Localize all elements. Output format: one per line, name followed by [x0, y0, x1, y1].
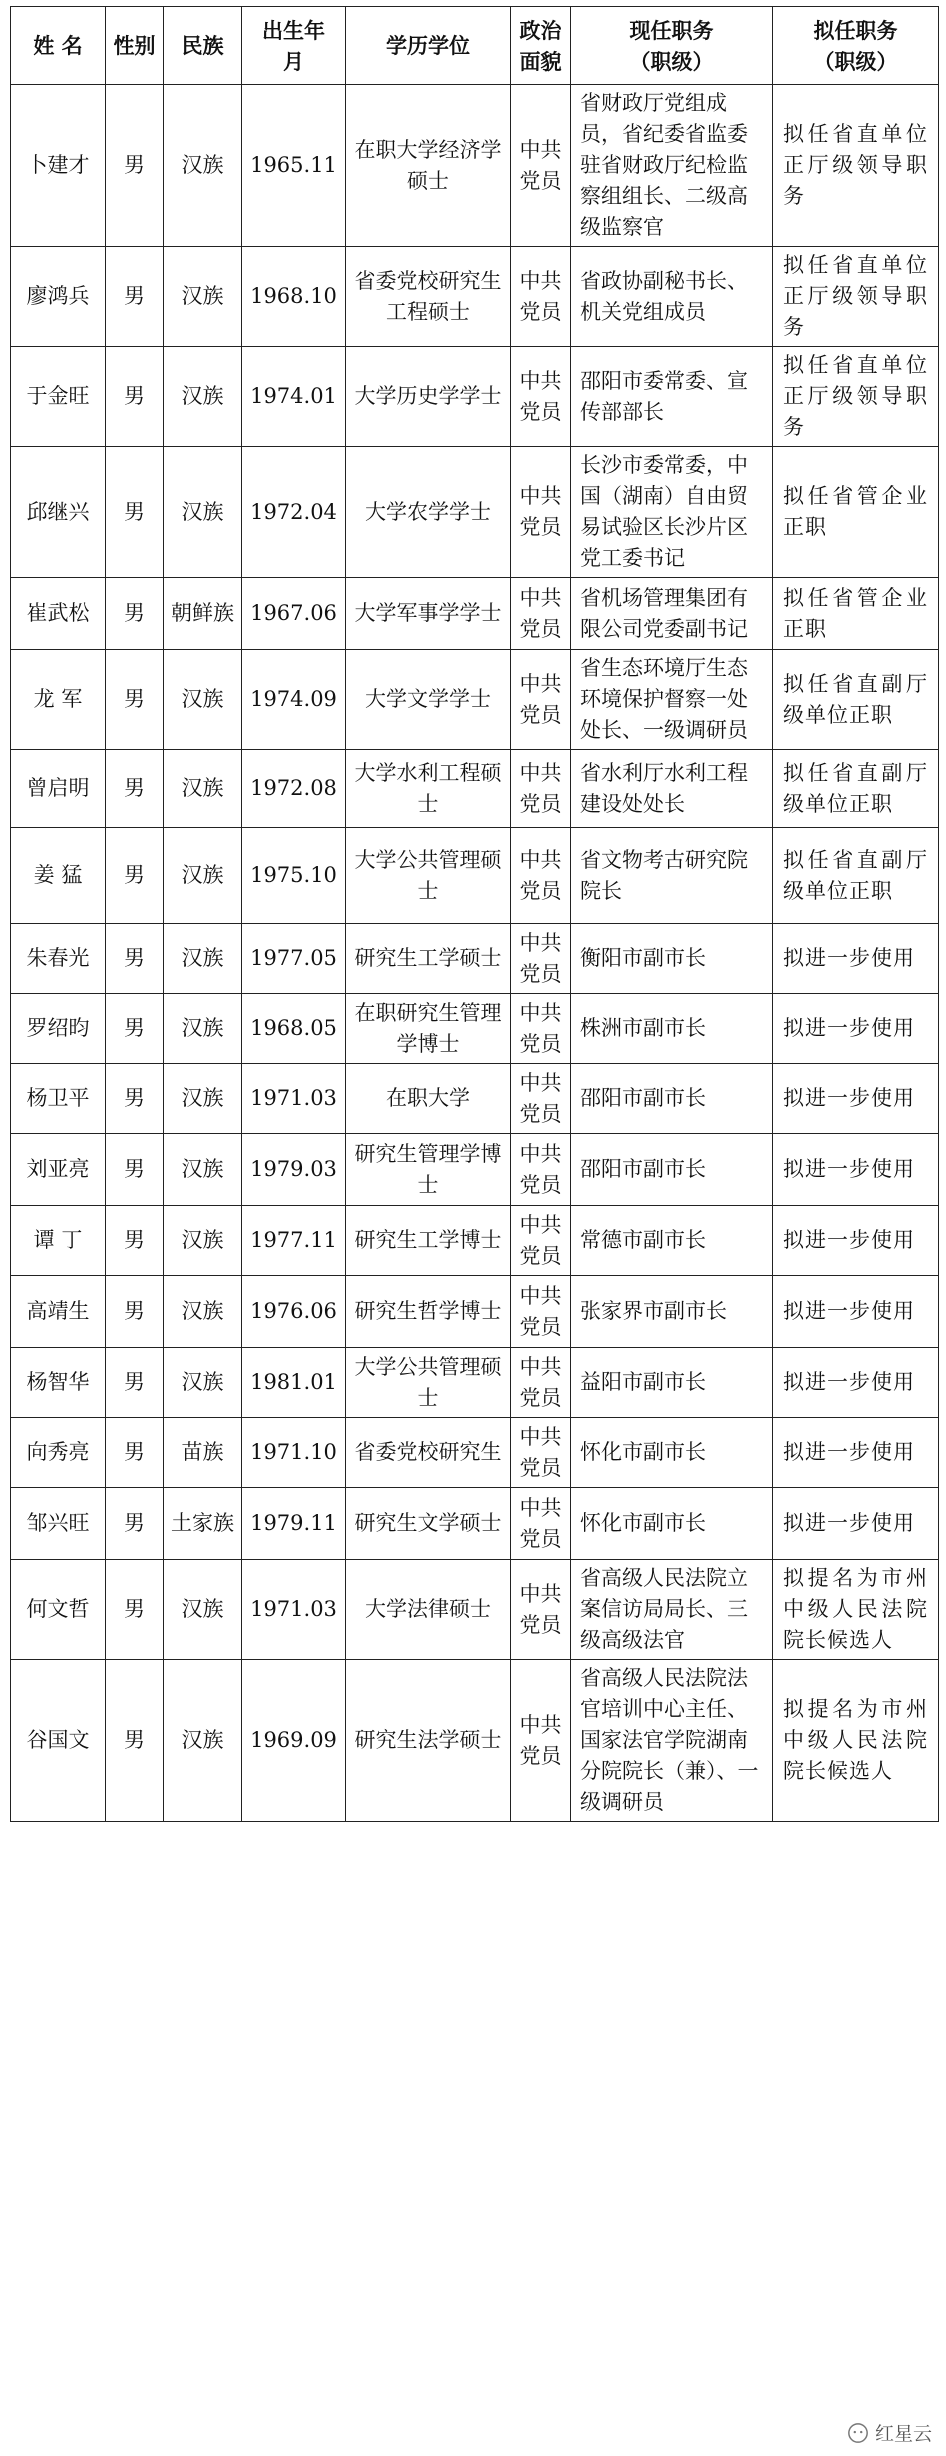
table-row: [11, 650, 939, 750]
cell-name: 廖鸿兵: [11, 247, 106, 347]
cell-education: 大学农学学士: [346, 447, 511, 578]
cell-name: 谭 丁: [11, 1206, 106, 1276]
cell-proposed: 拟任省直副厅级单位正职: [773, 650, 939, 750]
cell-current: 株洲市副市长: [571, 994, 773, 1064]
cell-birth: 1974.09: [242, 650, 346, 750]
cell-ethnicity: 朝鲜族: [164, 578, 242, 650]
cell-proposed: 拟进一步使用: [773, 1206, 939, 1276]
cell-party: 中共党员: [511, 1560, 571, 1660]
cell-current: 衡阳市副市长: [571, 924, 773, 994]
cell-name: 高靖生: [11, 1276, 106, 1348]
cell-gender: 男: [106, 1560, 164, 1660]
cell-education: 省委党校研究生: [346, 1418, 511, 1488]
cell-current: 张家界市副市长: [571, 1276, 773, 1348]
cell-current: 长沙市委常委，中国（湖南）自由贸易试验区长沙片区党工委书记: [571, 447, 773, 578]
cell-education: 在职大学经济学硕士: [346, 85, 511, 247]
cell-name: 谷国文: [11, 1660, 106, 1822]
cell-proposed: 拟任省直单位正厅级领导职务: [773, 85, 939, 247]
cell-party: 中共党员: [511, 347, 571, 447]
cell-gender: 男: [106, 650, 164, 750]
cell-birth: 1968.10: [242, 247, 346, 347]
cell-birth: 1972.08: [242, 750, 346, 828]
cell-ethnicity: 汉族: [164, 1348, 242, 1418]
table-row: [11, 994, 939, 1064]
cell-name: 卜建才: [11, 85, 106, 247]
table-row: [11, 924, 939, 994]
cell-gender: 男: [106, 1660, 164, 1822]
cell-name: 杨智华: [11, 1348, 106, 1418]
cell-gender: 男: [106, 447, 164, 578]
cell-gender: 男: [106, 85, 164, 247]
cell-birth: 1977.05: [242, 924, 346, 994]
cell-current: 省生态环境厅生态环境保护督察一处处长、一级调研员: [571, 650, 773, 750]
cell-party: 中共党员: [511, 1276, 571, 1348]
cell-proposed: 拟进一步使用: [773, 1064, 939, 1134]
cell-ethnicity: 苗族: [164, 1418, 242, 1488]
cell-ethnicity: 汉族: [164, 750, 242, 828]
cell-education: 大学公共管理硕士: [346, 828, 511, 924]
wechat-icon: [847, 2422, 869, 2444]
cell-party: 中共党员: [511, 1418, 571, 1488]
cell-current: 省高级人民法院法官培训中心主任、国家法官学院湖南分院院长（兼）、一级调研员: [571, 1660, 773, 1822]
cell-birth: 1974.01: [242, 347, 346, 447]
cell-ethnicity: 汉族: [164, 85, 242, 247]
cell-proposed: 拟进一步使用: [773, 1348, 939, 1418]
table-row: [11, 347, 939, 447]
cell-birth: 1979.11: [242, 1488, 346, 1560]
table-row: [11, 1064, 939, 1134]
cell-party: 中共党员: [511, 828, 571, 924]
table-row: [11, 247, 939, 347]
cell-gender: 男: [106, 1276, 164, 1348]
cell-gender: 男: [106, 1064, 164, 1134]
cell-ethnicity: 汉族: [164, 650, 242, 750]
cell-proposed: 拟进一步使用: [773, 1134, 939, 1206]
cell-proposed: 拟进一步使用: [773, 924, 939, 994]
cell-proposed: 拟提名为市州中级人民法院院长候选人: [773, 1660, 939, 1822]
table-row: [11, 447, 939, 578]
cell-name: 杨卫平: [11, 1064, 106, 1134]
cell-ethnicity: 汉族: [164, 1206, 242, 1276]
cell-proposed: 拟任省直副厅级单位正职: [773, 750, 939, 828]
cell-gender: 男: [106, 1134, 164, 1206]
cell-proposed: 拟任省直单位正厅级领导职务: [773, 347, 939, 447]
cell-party: 中共党员: [511, 1660, 571, 1822]
cell-education: 大学文学学士: [346, 650, 511, 750]
table-row: [11, 1348, 939, 1418]
cell-proposed: 拟进一步使用: [773, 1488, 939, 1560]
table-row: [11, 1660, 939, 1822]
table-row: [11, 1418, 939, 1488]
cell-current: 邵阳市副市长: [571, 1064, 773, 1134]
cell-education: 在职大学: [346, 1064, 511, 1134]
cell-name: 向秀亮: [11, 1418, 106, 1488]
header-education: 学历学位: [346, 7, 511, 85]
cell-proposed: 拟进一步使用: [773, 1418, 939, 1488]
personnel-table: [10, 6, 939, 1822]
cell-name: 曾启明: [11, 750, 106, 828]
header-current: 现任职务（职级）: [571, 7, 773, 85]
cell-education: 研究生管理学博士: [346, 1134, 511, 1206]
cell-ethnicity: 汉族: [164, 347, 242, 447]
cell-ethnicity: 汉族: [164, 1276, 242, 1348]
cell-gender: 男: [106, 1206, 164, 1276]
cell-education: 研究生工学硕士: [346, 924, 511, 994]
table-row: [11, 1560, 939, 1660]
cell-party: 中共党员: [511, 447, 571, 578]
cell-ethnicity: 汉族: [164, 828, 242, 924]
header-ethnicity: 民族: [164, 7, 242, 85]
cell-ethnicity: 汉族: [164, 924, 242, 994]
cell-ethnicity: 汉族: [164, 247, 242, 347]
table-row: [11, 1276, 939, 1348]
cell-proposed: 拟提名为市州中级人民法院院长候选人: [773, 1560, 939, 1660]
watermark: [847, 2419, 932, 2446]
cell-proposed: 拟任省直单位正厅级领导职务: [773, 247, 939, 347]
header-birth: 出生年月: [242, 7, 346, 85]
cell-education: 在职研究生管理学博士: [346, 994, 511, 1064]
table-row: [11, 750, 939, 828]
cell-proposed: 拟进一步使用: [773, 994, 939, 1064]
cell-current: 省财政厅党组成员，省纪委省监委驻省财政厅纪检监察组组长、二级高级监察官: [571, 85, 773, 247]
cell-party: 中共党员: [511, 1134, 571, 1206]
cell-gender: 男: [106, 750, 164, 828]
cell-birth: 1972.04: [242, 447, 346, 578]
cell-birth: 1976.06: [242, 1276, 346, 1348]
header-name: 姓 名: [11, 7, 106, 85]
cell-birth: 1981.01: [242, 1348, 346, 1418]
table-row: [11, 828, 939, 924]
table-row: [11, 85, 939, 247]
cell-proposed: 拟任省管企业正职: [773, 447, 939, 578]
cell-gender: 男: [106, 1418, 164, 1488]
header-proposed: 拟任职务（职级）: [773, 7, 939, 85]
cell-party: 中共党员: [511, 1064, 571, 1134]
cell-ethnicity: 汉族: [164, 1660, 242, 1822]
cell-gender: 男: [106, 924, 164, 994]
cell-name: 姜 猛: [11, 828, 106, 924]
cell-birth: 1965.11: [242, 85, 346, 247]
cell-current: 省文物考古研究院院长: [571, 828, 773, 924]
cell-party: 中共党员: [511, 924, 571, 994]
cell-proposed: 拟任省直副厅级单位正职: [773, 828, 939, 924]
cell-party: 中共党员: [511, 247, 571, 347]
cell-education: 大学历史学学士: [346, 347, 511, 447]
cell-ethnicity: 汉族: [164, 1134, 242, 1206]
cell-birth: 1968.05: [242, 994, 346, 1064]
cell-name: 刘亚亮: [11, 1134, 106, 1206]
cell-party: 中共党员: [511, 85, 571, 247]
table-row: [11, 1488, 939, 1560]
cell-name: 罗绍昀: [11, 994, 106, 1064]
cell-gender: 男: [106, 828, 164, 924]
cell-party: 中共党员: [511, 994, 571, 1064]
cell-education: 省委党校研究生工程硕士: [346, 247, 511, 347]
header-party: 政治面貌: [511, 7, 571, 85]
cell-current: 邵阳市副市长: [571, 1134, 773, 1206]
cell-birth: 1975.10: [242, 828, 346, 924]
cell-current: 邵阳市委常委、宣传部部长: [571, 347, 773, 447]
cell-gender: 男: [106, 347, 164, 447]
cell-birth: 1971.10: [242, 1418, 346, 1488]
cell-education: 大学军事学学士: [346, 578, 511, 650]
cell-name: 崔武松: [11, 578, 106, 650]
cell-education: 大学法律硕士: [346, 1560, 511, 1660]
cell-ethnicity: 土家族: [164, 1488, 242, 1560]
cell-current: 省水利厅水利工程建设处处长: [571, 750, 773, 828]
cell-education: 大学水利工程硕士: [346, 750, 511, 828]
watermark-text: 红星云: [874, 2423, 932, 2445]
cell-birth: 1971.03: [242, 1560, 346, 1660]
cell-current: 省机场管理集团有限公司党委副书记: [571, 578, 773, 650]
header-row: [11, 7, 939, 85]
cell-name: 于金旺: [11, 347, 106, 447]
table-row: [11, 1206, 939, 1276]
cell-current: 益阳市副市长: [571, 1348, 773, 1418]
cell-name: 朱春光: [11, 924, 106, 994]
cell-education: 研究生文学硕士: [346, 1488, 511, 1560]
cell-name: 邱继兴: [11, 447, 106, 578]
cell-ethnicity: 汉族: [164, 1064, 242, 1134]
cell-current: 省政协副秘书长、机关党组成员: [571, 247, 773, 347]
cell-name: 龙 军: [11, 650, 106, 750]
table-row: [11, 578, 939, 650]
cell-current: 省高级人民法院立案信访局局长、三级高级法官: [571, 1560, 773, 1660]
cell-party: 中共党员: [511, 1348, 571, 1418]
cell-education: 大学公共管理硕士: [346, 1348, 511, 1418]
cell-education: 研究生哲学博士: [346, 1276, 511, 1348]
cell-ethnicity: 汉族: [164, 447, 242, 578]
cell-birth: 1977.11: [242, 1206, 346, 1276]
cell-current: 怀化市副市长: [571, 1488, 773, 1560]
cell-birth: 1969.09: [242, 1660, 346, 1822]
cell-education: 研究生工学博士: [346, 1206, 511, 1276]
cell-ethnicity: 汉族: [164, 994, 242, 1064]
cell-gender: 男: [106, 578, 164, 650]
cell-gender: 男: [106, 994, 164, 1064]
cell-birth: 1971.03: [242, 1064, 346, 1134]
cell-current: 常德市副市长: [571, 1206, 773, 1276]
cell-gender: 男: [106, 1348, 164, 1418]
cell-gender: 男: [106, 247, 164, 347]
cell-name: 何文哲: [11, 1560, 106, 1660]
cell-current: 怀化市副市长: [571, 1418, 773, 1488]
cell-party: 中共党员: [511, 1206, 571, 1276]
cell-gender: 男: [106, 1488, 164, 1560]
cell-birth: 1967.06: [242, 578, 346, 650]
cell-proposed: 拟任省管企业正职: [773, 578, 939, 650]
cell-birth: 1979.03: [242, 1134, 346, 1206]
cell-party: 中共党员: [511, 578, 571, 650]
cell-ethnicity: 汉族: [164, 1560, 242, 1660]
cell-proposed: 拟进一步使用: [773, 1276, 939, 1348]
header-gender: 性别: [106, 7, 164, 85]
cell-party: 中共党员: [511, 1488, 571, 1560]
cell-party: 中共党员: [511, 650, 571, 750]
cell-name: 邹兴旺: [11, 1488, 106, 1560]
cell-party: 中共党员: [511, 750, 571, 828]
cell-education: 研究生法学硕士: [346, 1660, 511, 1822]
table-row: [11, 1134, 939, 1206]
